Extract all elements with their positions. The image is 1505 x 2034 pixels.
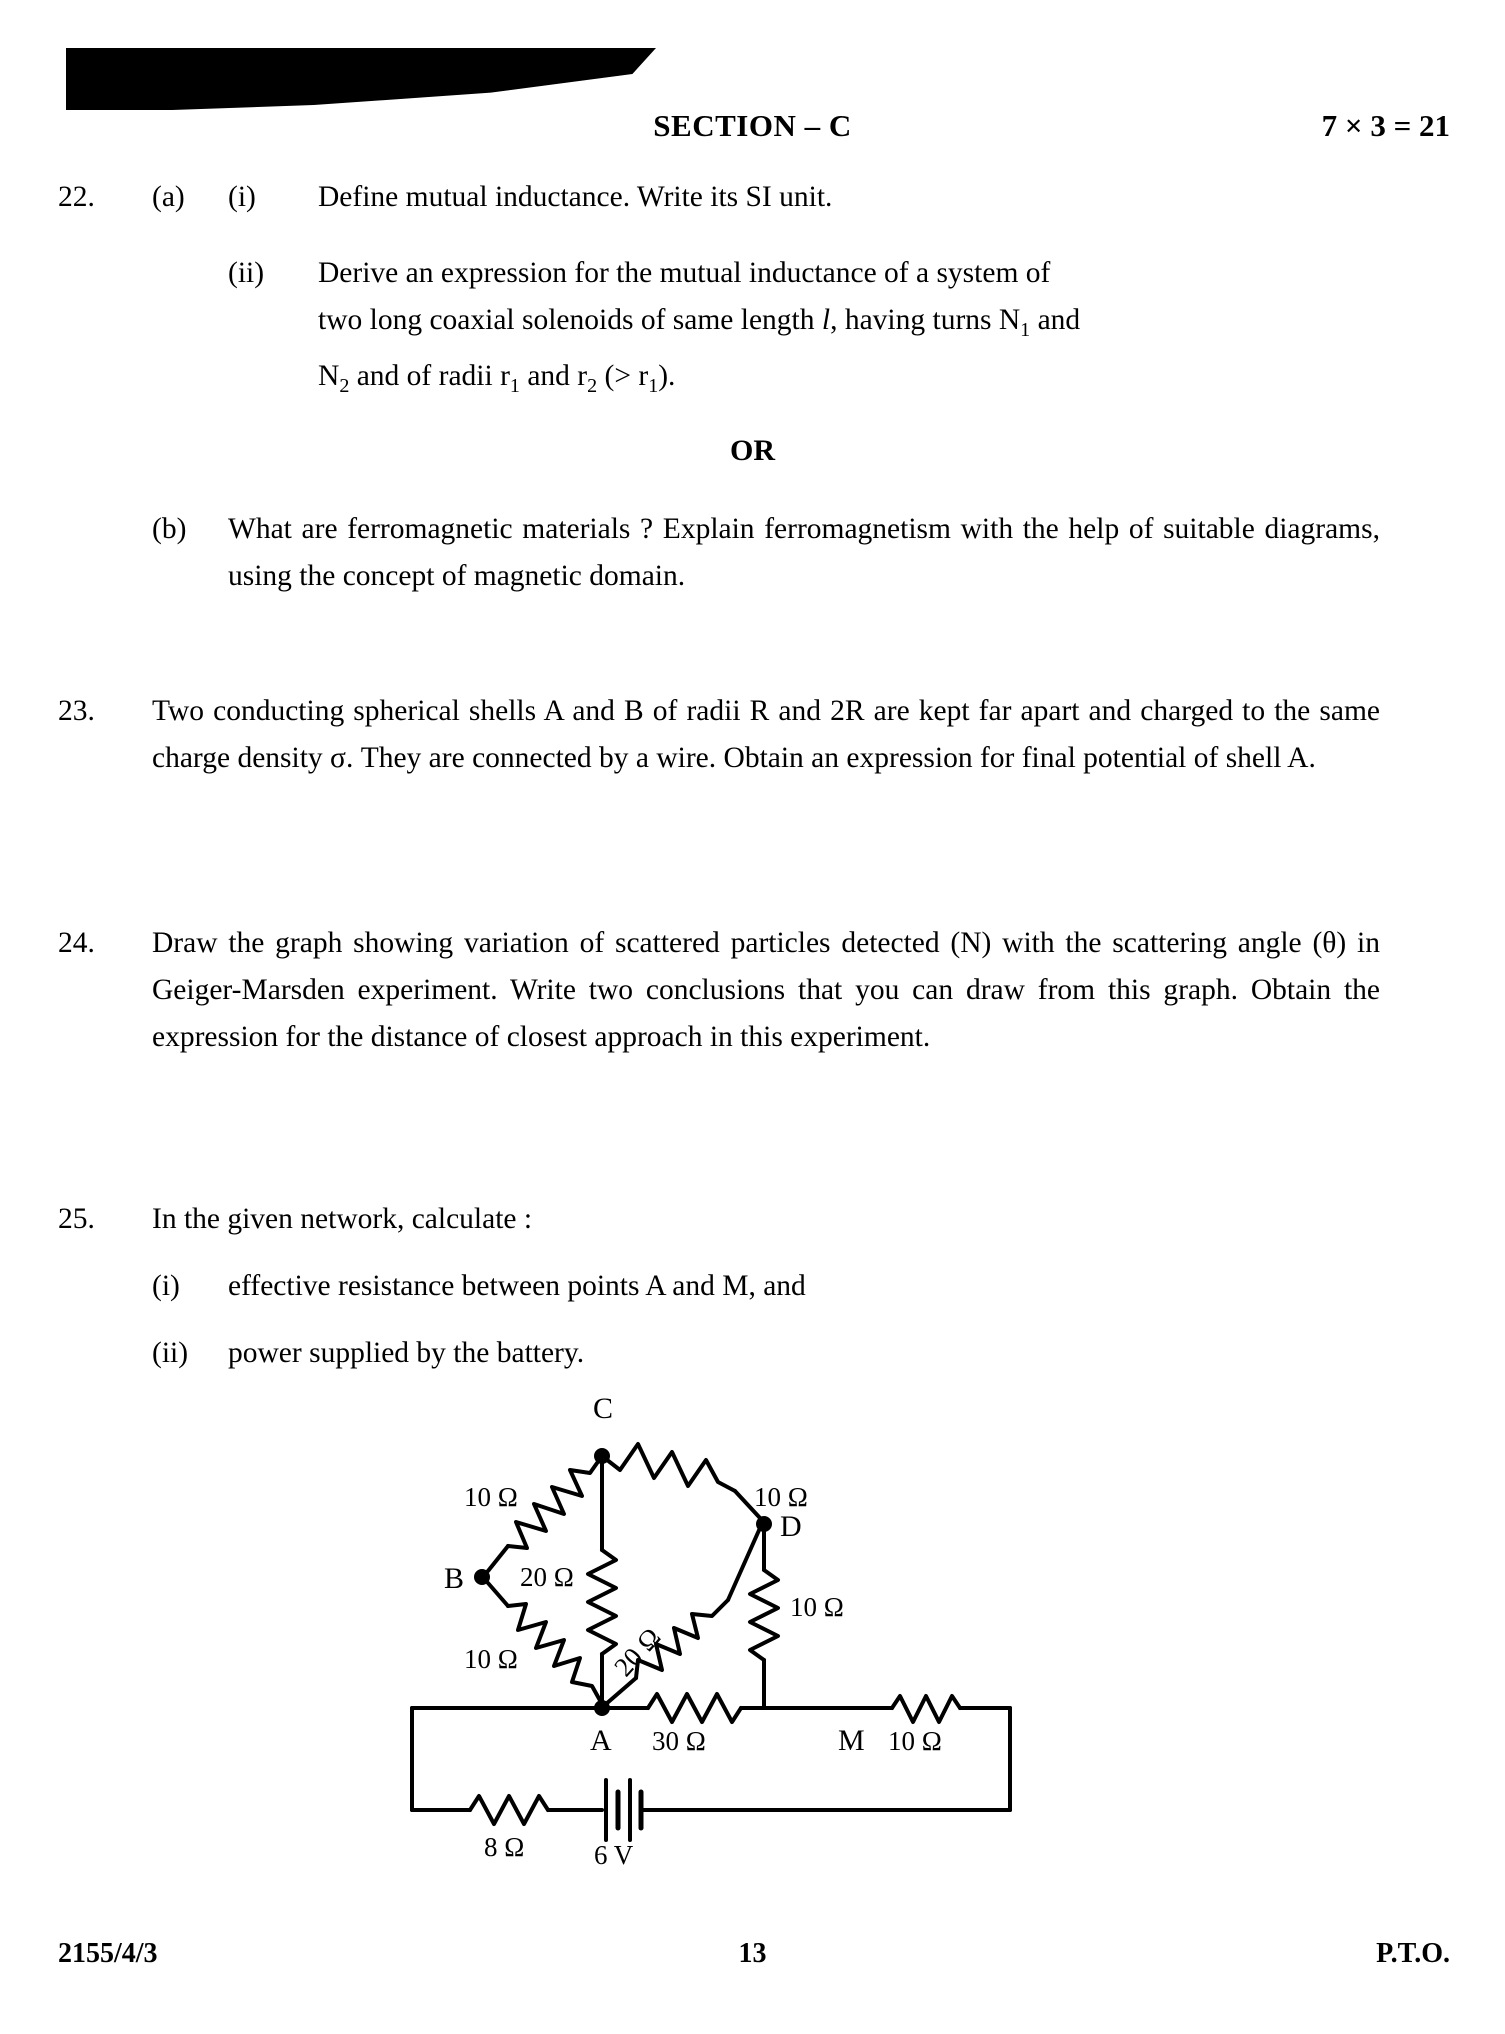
question-22-part-b-text: What are ferromagnetic materials ? Explain ferromagnetism with the help of suitable diagrams, using the concept of magnetic domain. xyxy=(228,513,1380,592)
node-dot-b xyxy=(474,1569,490,1585)
label-resistor-ad: 20 Ω xyxy=(608,1621,667,1683)
resistor-30-ohm xyxy=(648,1694,741,1722)
question-24-text: Draw the graph showing variation of scattered particles detected (N) with the scattering angle (θ) in Geiger-Marsden experiment. Write two conclusions that you can draw from this graph. Obtain the expression for the distance of closest approach in this experiment. xyxy=(152,927,1380,1053)
question-23-text: Two conducting spherical shells A and B of radii R and 2R are kept far apart and charged to the same charge density σ. They are connected by a wire. Obtain an expression for final potential of shell A. xyxy=(152,695,1380,774)
node-label-b: B xyxy=(444,1562,465,1595)
radius-r1b-subscript: 1 xyxy=(648,374,659,397)
resistor-10-ohm-ba xyxy=(508,1604,602,1704)
question-22-a-ii-line-1: Derive an expression for the mutual inductance of a system of xyxy=(318,257,1051,289)
question-25-i-label: (i) xyxy=(152,1270,180,1302)
label-resistor-m-right: 10 Ω xyxy=(888,1726,942,1756)
question-22-part-a-label: (a) xyxy=(152,181,185,213)
footer-pto: P.T.O. xyxy=(1376,1938,1450,1969)
label-battery-emf: 6 V xyxy=(594,1840,634,1870)
line3-text-d: (> r xyxy=(597,360,649,392)
node-dot-a xyxy=(594,1700,610,1716)
question-22-a-i-label: (i) xyxy=(228,181,256,213)
question-25-text: In the given network, calculate : xyxy=(152,1203,533,1235)
node-dot-c xyxy=(594,1448,610,1464)
question-25-i-text: effective resistance between points A and M, and xyxy=(228,1270,806,1302)
line3-text-a: N xyxy=(318,360,340,392)
question-25-ii-label: (ii) xyxy=(152,1337,189,1369)
label-resistor-internal: 8 Ω xyxy=(484,1832,525,1862)
line3-text-e: ). xyxy=(658,360,676,392)
node-label-c: C xyxy=(593,1392,614,1425)
section-title: SECTION – C xyxy=(653,108,852,143)
node-dot-d xyxy=(756,1516,772,1532)
length-symbol: l xyxy=(821,304,831,336)
label-resistor-am: 30 Ω xyxy=(652,1726,706,1756)
scan-artifact-smudge xyxy=(66,48,656,110)
label-resistor-dm: 10 Ω xyxy=(790,1592,844,1622)
label-resistor-bc: 10 Ω xyxy=(464,1482,518,1512)
question-24-number: 24. xyxy=(58,927,95,959)
line2-text-b: , having turns N xyxy=(830,304,1021,336)
label-resistor-ba: 10 Ω xyxy=(464,1644,518,1674)
question-23-number: 23. xyxy=(58,695,95,727)
label-resistor-ca: 20 Ω xyxy=(520,1562,574,1592)
circuit-svg xyxy=(380,1378,1100,1938)
question-22-a-ii-line-2 xyxy=(318,297,1418,354)
resistor-20-ohm-ca xyxy=(588,1550,616,1654)
section-header xyxy=(0,108,1505,148)
wire-a-to-r-diag xyxy=(606,1678,636,1704)
question-22-a-ii-label: (ii) xyxy=(228,257,265,289)
page-footer xyxy=(0,1938,1505,1984)
question-22-a-ii-line-3 xyxy=(318,353,1418,410)
footer-paper-code: 2155/4/3 xyxy=(58,1938,158,1969)
resistor-8-ohm xyxy=(470,1796,548,1824)
footer-page-number: 13 xyxy=(738,1938,767,1969)
question-22-part-b-label: (b) xyxy=(152,513,187,545)
node-label-d: D xyxy=(780,1510,802,1543)
resistor-10-ohm-cd xyxy=(602,1444,735,1491)
line2-text-a: two long coaxial solenoids of same length xyxy=(318,304,822,336)
turns-n2-subscript: 2 xyxy=(339,374,350,397)
line3-text-c: and r xyxy=(519,360,588,392)
radius-r1-subscript: 1 xyxy=(509,374,520,397)
section-marks-formula: 7 × 3 = 21 xyxy=(1321,108,1450,143)
or-divider: OR xyxy=(730,434,775,467)
line2-text-c: and xyxy=(1030,304,1081,336)
resistor-10-ohm-bc xyxy=(508,1456,602,1548)
question-25-number: 25. xyxy=(58,1203,95,1235)
turns-n1-subscript: 1 xyxy=(1020,318,1031,341)
node-label-a: A xyxy=(590,1724,612,1757)
question-22-number: 22. xyxy=(58,181,95,213)
question-22-a-i-text: Define mutual inductance. Write its SI unit. xyxy=(318,181,833,213)
wire-b-to-r1 xyxy=(488,1546,508,1571)
circuit-diagram-q25 xyxy=(380,1378,1100,1938)
line3-text-b: and of radii r xyxy=(349,360,510,392)
wire-b-to-r3 xyxy=(488,1583,508,1606)
label-resistor-cd: 10 Ω xyxy=(754,1482,808,1512)
node-label-m: M xyxy=(838,1724,865,1757)
question-25-ii-text: power supplied by the battery. xyxy=(228,1337,585,1369)
radius-r2-subscript: 2 xyxy=(587,374,598,397)
resistor-10-ohm-dm xyxy=(750,1570,778,1660)
resistor-10-ohm-right xyxy=(892,1696,960,1722)
